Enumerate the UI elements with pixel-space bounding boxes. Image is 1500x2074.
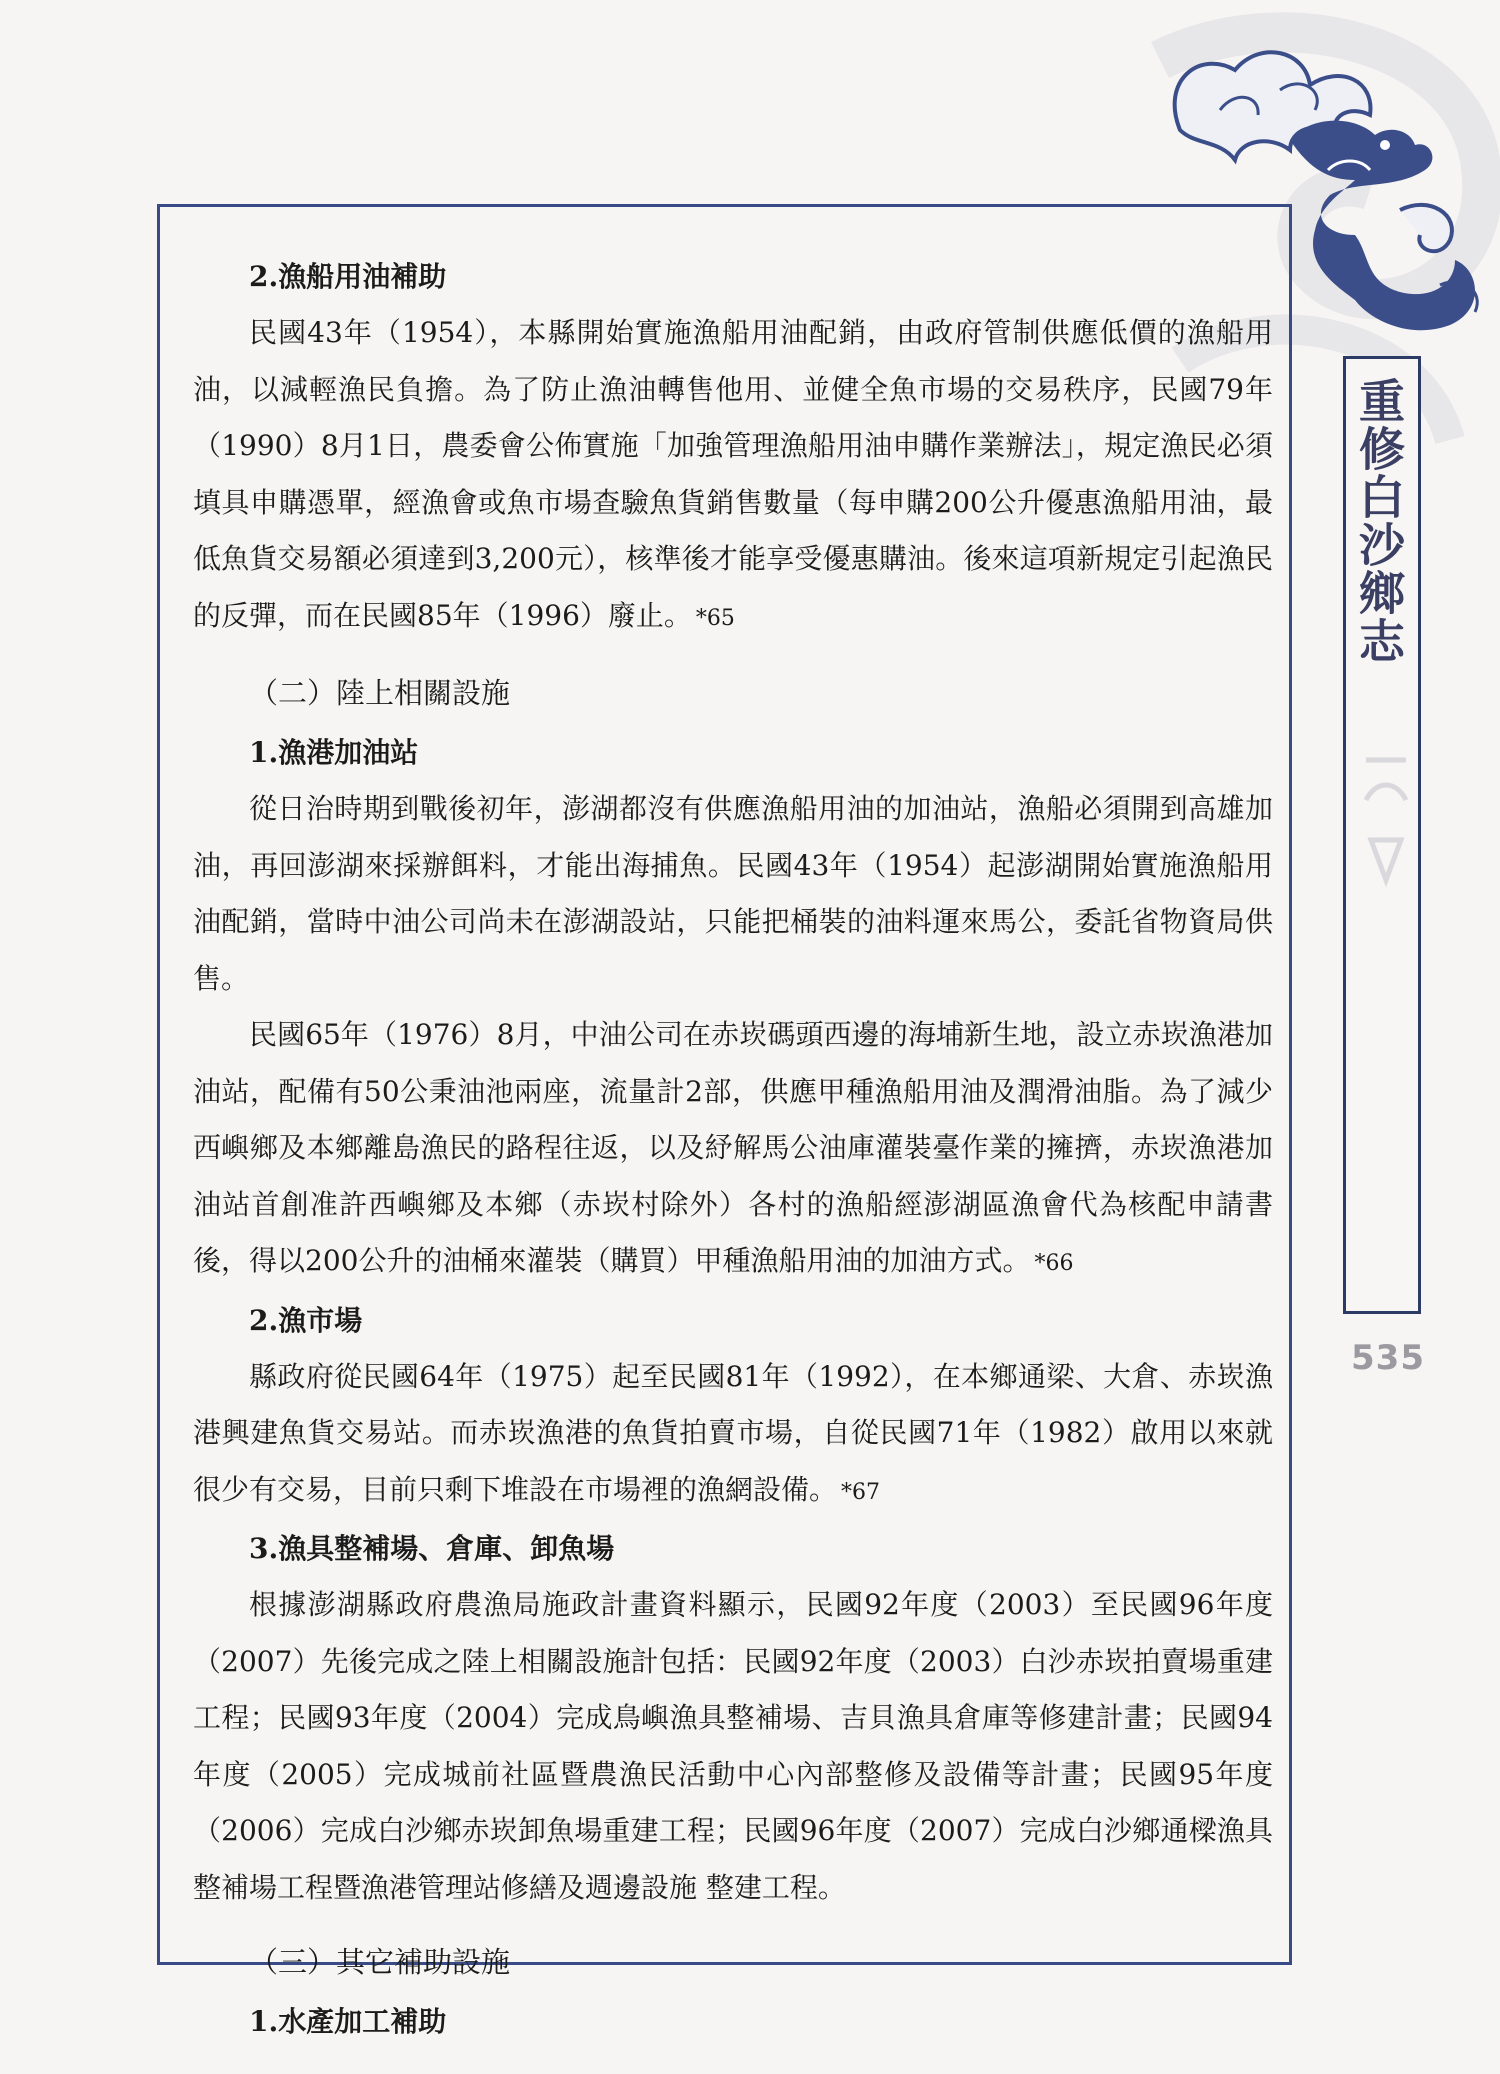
subheading-fish-market: 2.漁市場 (249, 1303, 363, 1337)
subheading-fuel-subsidy: 2.漁船用油補助 (249, 260, 447, 293)
paragraph-gas-station-history: 從日治時期到戰後初年，澎湖都沒有供應漁船用油的加油站，漁船必須開到高雄加油，再回澎湖來採辦餌料，才能出海捕魚。民國43年（1954）起澎湖開始實施漁船用油配銷，當時中油公司尚未在澎湖設站，只能把桶裝的油料運來馬公，委託省物資局供售。 (193, 792, 1273, 995)
footnote-ref-66: *66 (1034, 1251, 1074, 1276)
section-heading-other-facilities: （三）其它補助設施 (249, 1945, 511, 1979)
paragraph-text: 縣政府從民國64年（1975）起至民國81年（1992），在本鄉通梁、大倉、赤崁漁港興建魚貨交易站。而赤崁漁港的魚貨拍賣市場，自從民國71年（1982）啟用以來就很少有交易，目前只剩下堆設在市場裡的漁網設備。 (193, 1359, 1273, 1506)
subheading-processing-subsidy: 1.水產加工補助 (249, 2005, 447, 2038)
section-heading-land-facilities: （二）陸上相關設施 (249, 676, 511, 710)
paragraph-text: 民國43年（1954），本縣開始實施漁船用油配銷，由政府管制供應低價的漁船用油，以減輕漁民負擔。為了防止漁油轉售他用、並健全魚市場的交易秩序，民國79年（1990）8月1日，農委會公佈實施「加強管理漁船用油申購作業辦法」，規定漁民必須填具申購憑單，經漁會或魚市場查驗魚貨銷售數量（每申購200公升優惠漁船用油，最低魚貨交易額必須達到3,200元），核準後才能享受優惠購油。後來這項新規定引起漁民的反彈，而在民國85年（1996）廢止。 (193, 316, 1273, 632)
paragraph-fish-market (193, 1349, 1273, 1522)
show-through-ornament (1356, 740, 1416, 900)
paragraph-text: 民國65年（1976）8月，中油公司在赤崁碼頭西邊的海埔新生地，設立赤崁漁港加油站，配備有50公秉油池兩座，流量計2部，供應甲種漁船用油及潤滑油脂。為了減少西嶼鄉及本鄉離島漁民的路程往返，以及紓解馬公油庫灌裝臺作業的擁擠，赤崁漁港加油站首創准許西嶼鄉及本鄉（赤崁村除外）各村的漁船經澎湖區漁會代為核配申請書後，得以200公升的油桶來灌裝（購買）甲種漁船用油的加油方式。 (193, 1018, 1273, 1277)
subheading-harbor-gas-station: 1.漁港加油站 (249, 736, 419, 769)
book-title: 重修白沙鄉志 (1352, 377, 1406, 665)
subheading-gear-repair-yards: 3.漁具整補場、倉庫、卸魚場 (249, 1532, 615, 1565)
paragraph-gear-repair-yards: 根據澎湖縣政府農漁局施政計畫資料顯示，民國92年度（2003）至民國96年度（2007）先後完成之陸上相關設施計包括：民國92年度（2003）白沙赤崁拍賣場重建工程；民國93年度（2004）完成鳥嶼漁具整補場、吉貝漁具倉庫等修建計畫；民國94年度（2005）完成城前社區暨農漁民活動中心內部整修及設備等計畫；民國95年度（2006）完成白沙鄉赤崁卸魚場重建工程；民國96年度（2007）完成白沙鄉通樑漁具整補場工程暨漁港管理站修繕及週邊設施 整建工程。 (193, 1588, 1273, 1904)
article-body (193, 249, 1273, 2050)
paragraph-fuel-subsidy (193, 305, 1273, 647)
page-number: 535 (1351, 1338, 1425, 1378)
footnote-ref-65: *65 (695, 605, 735, 631)
paragraph-chikan-gas-station (193, 1007, 1273, 1293)
footnote-ref-67: *67 (841, 1479, 881, 1505)
